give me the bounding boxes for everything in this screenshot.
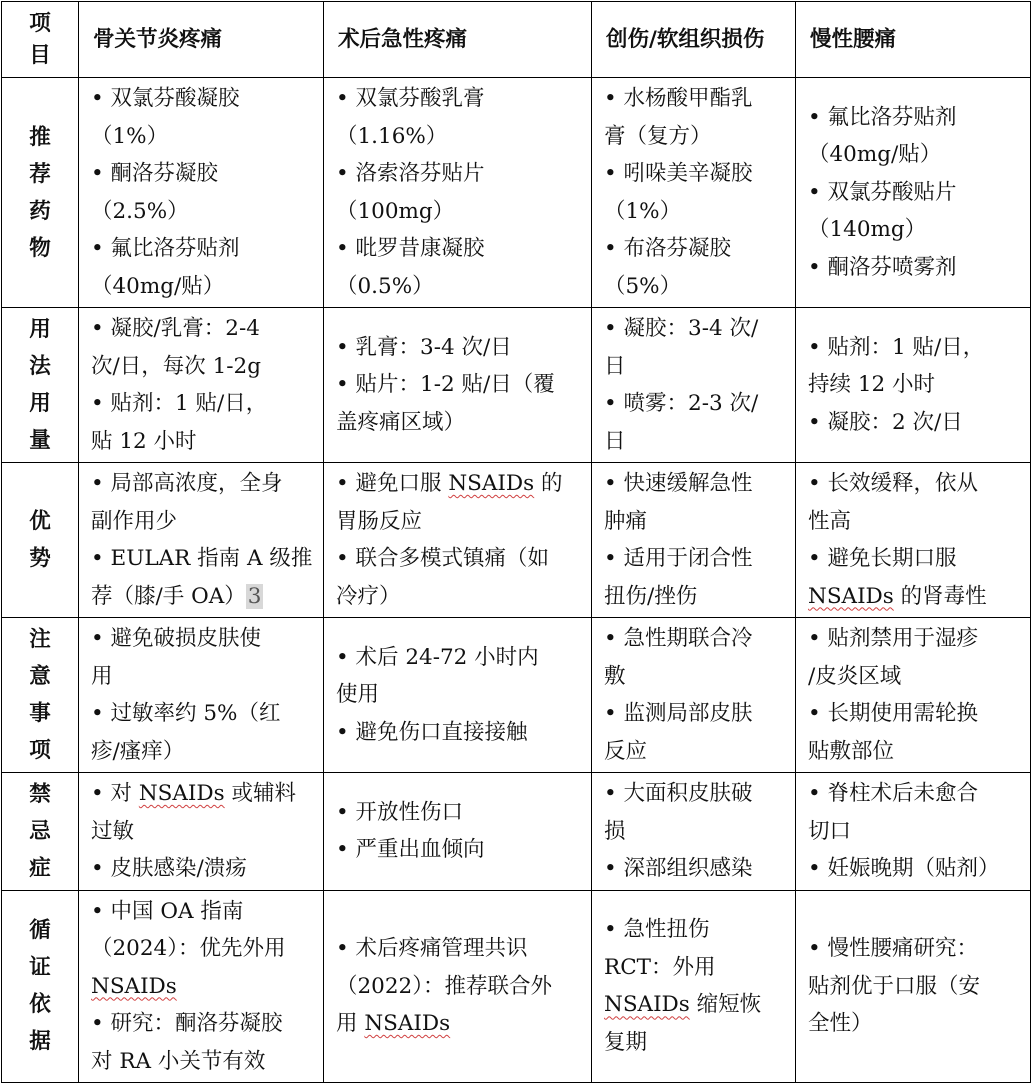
cell-line	[91, 968, 315, 1006]
row-advantages	[2, 463, 1031, 618]
cell-line: • 氟比洛芬贴剂	[91, 236, 240, 261]
cell-line: 胃肠反应	[336, 508, 423, 534]
cell-line: （100mg）	[336, 198, 455, 224]
cell-line: （40mg/贴）	[91, 273, 225, 299]
cell-line: 盖疼痛区域）	[336, 409, 466, 435]
cell-text: 的	[534, 471, 563, 496]
cell-oa-drugs	[79, 78, 324, 308]
header-item-text: 项目	[29, 10, 51, 68]
label-usage	[2, 308, 79, 463]
cell-line: • 局部高浓度，全身	[91, 471, 283, 496]
cell-trauma-advantages	[592, 463, 796, 618]
cell-line: 冷疗）	[336, 583, 401, 609]
cell-line: • 贴剂：1 贴/日，	[91, 391, 268, 416]
label-text: 优势	[29, 509, 51, 571]
label-contraindications	[2, 773, 79, 891]
cell-line	[808, 578, 1022, 616]
cell-line: 敷	[604, 663, 626, 689]
cell-line: • 慢性腰痛研究：	[808, 936, 979, 961]
cell-line: 疹/瘙痒）	[91, 738, 185, 764]
cell-lowback-usage	[796, 308, 1031, 463]
cell-postop-precautions	[324, 618, 592, 773]
cell-line: • 吡罗昔康凝胶	[336, 236, 485, 261]
header-osteoarthritis: 骨关节炎疼痛	[79, 2, 324, 78]
cell-line: • 氟比洛芬贴剂	[808, 104, 957, 130]
cell-line: 贴敷部位	[808, 738, 895, 764]
label-recommended-drugs	[2, 78, 79, 308]
cell-line: （140mg）	[808, 217, 927, 243]
cell-line: （2024）：优先外用	[91, 936, 286, 961]
cell-line	[604, 986, 787, 1024]
cell-line: • 凝胶：2 次/日	[808, 409, 963, 435]
cell-line: 复期	[604, 1029, 648, 1055]
cell-postop-drugs	[324, 78, 592, 308]
cell-line: • 监测局部皮肤	[604, 701, 753, 726]
cell-text: 或辅料	[224, 781, 297, 806]
cell-line: • 皮肤感染/溃疡	[91, 856, 247, 881]
cell-line: • 凝胶：3-4 次/	[604, 316, 759, 341]
cell-postop-usage	[324, 308, 592, 463]
cell-line: 性高	[808, 508, 852, 534]
cell-line: • 乳膏：3-4 次/日	[336, 334, 512, 360]
cell-trauma-drugs	[592, 78, 796, 308]
cell-line: （1.16%）	[336, 123, 448, 149]
cell-text: • 避免口服	[336, 471, 449, 496]
row-evidence	[2, 890, 1031, 1083]
cell-text: 用	[336, 1011, 365, 1036]
cell-lowback-advantages	[796, 463, 1031, 618]
cell-line: 贴剂优于口服（安	[808, 973, 981, 999]
cell-postop-advantages	[324, 463, 592, 618]
cell-line: • 术后疼痛管理共识	[336, 936, 528, 961]
cell-line: • 喷雾：2-3 次/	[604, 391, 759, 416]
label-evidence	[2, 890, 79, 1083]
row-contraindications	[2, 773, 1031, 891]
cell-line: • 贴剂禁用于湿疹	[808, 626, 979, 651]
cell-oa-evidence	[79, 890, 324, 1083]
cell-line: • 中国 OA 指南	[91, 898, 244, 924]
cell-line: • 贴剂：1 贴/日，	[808, 334, 985, 360]
cell-line: 日	[604, 353, 626, 379]
cell-postop-contraindications	[324, 773, 592, 891]
cell-line: • 洛索洛芬贴片	[336, 161, 485, 186]
cell-line: 日	[604, 428, 626, 454]
cell-lowback-contraindications	[796, 773, 1031, 891]
cell-line: • 长效缓释，依从	[808, 471, 979, 496]
spellcheck-term: NSAIDs	[91, 973, 177, 999]
cell-line: （5%）	[604, 273, 682, 299]
label-text: 推荐药物	[29, 124, 51, 261]
cell-line: 膏（复方）	[604, 123, 712, 149]
cell-oa-advantages	[79, 463, 324, 618]
cell-line: • 酮洛芬凝胶	[91, 161, 219, 186]
row-precautions	[2, 618, 1031, 773]
cell-trauma-contraindications	[592, 773, 796, 891]
label-text: 注意事项	[29, 627, 51, 763]
label-precautions	[2, 618, 79, 773]
cell-line: （1%）	[604, 198, 682, 224]
cell-line: （40mg/贴）	[808, 142, 942, 168]
cell-trauma-evidence	[592, 890, 796, 1083]
cell-line: • 避免破损皮肤使	[91, 626, 262, 651]
cell-line: • 适用于闭合性	[604, 546, 753, 571]
header-postoperative: 术后急性疼痛	[324, 2, 592, 78]
cell-line: RCT：外用	[604, 954, 716, 980]
cell-line	[336, 465, 583, 503]
cell-line: 损	[604, 818, 626, 844]
cell-line: 全性）	[808, 1011, 873, 1036]
spellcheck-term: NSAIDs	[808, 583, 894, 609]
cell-line: （1%）	[91, 123, 169, 149]
cell-line: • 避免伤口直接接触	[336, 719, 528, 745]
cell-line: • 术后 24-72 小时内	[336, 644, 539, 670]
cell-line: （2.5%）	[91, 198, 189, 224]
cell-line: • 贴片：1-2 贴/日（覆	[336, 372, 555, 398]
cell-line: • 吲哚美辛凝胶	[604, 161, 753, 186]
cell-trauma-precautions	[592, 618, 796, 773]
cell-line: • 研究：酮洛芬凝胶	[91, 1011, 283, 1036]
row-recommended-drugs	[2, 78, 1031, 308]
cell-line	[91, 578, 315, 616]
label-text: 循证依据	[29, 918, 51, 1055]
nsaid-topical-table	[1, 1, 1031, 1083]
cell-line: • 双氯芬酸乳膏	[336, 86, 485, 111]
cell-oa-contraindications	[79, 773, 324, 891]
label-text: 用法用量	[29, 317, 51, 453]
header-lowback: 慢性腰痛	[796, 2, 1031, 78]
cell-line: （0.5%）	[336, 273, 434, 299]
spellcheck-term: NSAIDs	[604, 992, 690, 1018]
cell-line: 肿痛	[604, 508, 648, 534]
cell-line: 使用	[336, 682, 380, 708]
cell-line: （2022）：推荐联合外	[336, 973, 552, 999]
cell-oa-usage	[79, 308, 324, 463]
cell-line: • 长期使用需轮换	[808, 701, 979, 726]
cell-line: • 大面积皮肤破	[604, 781, 753, 806]
spellcheck-term: NSAIDs	[364, 1011, 451, 1036]
cell-line: 持续 12 小时	[808, 372, 936, 398]
cell-text: • 对	[91, 781, 139, 806]
cell-line	[91, 775, 315, 813]
cell-line: • 避免长期口服	[808, 546, 957, 571]
cell-line: • 过敏率约 5%（红	[91, 701, 281, 726]
citation-marker: 3	[247, 583, 262, 609]
cell-line: 扭伤/挫伤	[604, 583, 698, 609]
cell-line: 次/日，每次 1-2g	[91, 353, 261, 379]
cell-text: 的肾毒性	[893, 583, 987, 609]
cell-line: • 开放性伤口	[336, 799, 464, 825]
cell-line: 用	[91, 663, 113, 689]
cell-line: • 布洛芬凝胶	[604, 236, 732, 261]
cell-line: • 双氯芬酸贴片	[808, 179, 957, 205]
label-advantages	[2, 463, 79, 618]
cell-line: • 严重出血倾向	[336, 837, 485, 863]
cell-line: • 急性扭伤	[604, 917, 710, 943]
cell-oa-precautions	[79, 618, 324, 773]
header-trauma-text: 创伤/软组织损伤	[606, 27, 765, 52]
cell-text: 荐（膝/手 OA）	[91, 583, 246, 609]
cell-lowback-precautions	[796, 618, 1031, 773]
cell-line: 副作用少	[91, 508, 178, 534]
cell-line: • 酮洛芬喷雾剂	[808, 254, 957, 280]
cell-line: • 急性期联合冷	[604, 626, 753, 651]
cell-line: 贴 12 小时	[91, 428, 197, 454]
spellcheck-term: NSAIDs	[138, 781, 225, 806]
cell-line: • 脊柱术后未愈合	[808, 781, 979, 806]
cell-line: • 快速缓解急性	[604, 471, 753, 496]
row-usage	[2, 308, 1031, 463]
cell-line: 对 RA 小关节有效	[91, 1048, 266, 1074]
cell-line: • 联合多模式镇痛（如	[336, 546, 550, 571]
spellcheck-term: NSAIDs	[448, 471, 535, 496]
cell-lowback-evidence	[796, 890, 1031, 1083]
cell-line: 反应	[604, 738, 648, 764]
cell-line: • 水杨酸甲酯乳	[604, 86, 753, 111]
cell-line: • 深部组织感染	[604, 856, 753, 881]
cell-line: • EULAR 指南 A 级推	[91, 546, 313, 571]
cell-line: 切口	[808, 818, 852, 844]
header-trauma	[592, 2, 796, 78]
cell-trauma-usage	[592, 308, 796, 463]
cell-line: • 双氯芬酸凝胶	[91, 86, 240, 111]
cell-text: 缩短恢	[689, 992, 762, 1018]
label-text: 禁忌症	[29, 781, 51, 881]
header-row	[2, 2, 1031, 78]
cell-line	[336, 1005, 583, 1043]
cell-line: • 妊娠晚期（贴剂）	[808, 856, 1000, 881]
cell-lowback-drugs	[796, 78, 1031, 308]
cell-line: 过敏	[91, 818, 135, 844]
cell-line: /皮炎区域	[808, 663, 902, 689]
cell-postop-evidence	[324, 890, 592, 1083]
cell-line: • 凝胶/乳膏：2-4	[91, 316, 260, 341]
header-item	[2, 2, 79, 78]
